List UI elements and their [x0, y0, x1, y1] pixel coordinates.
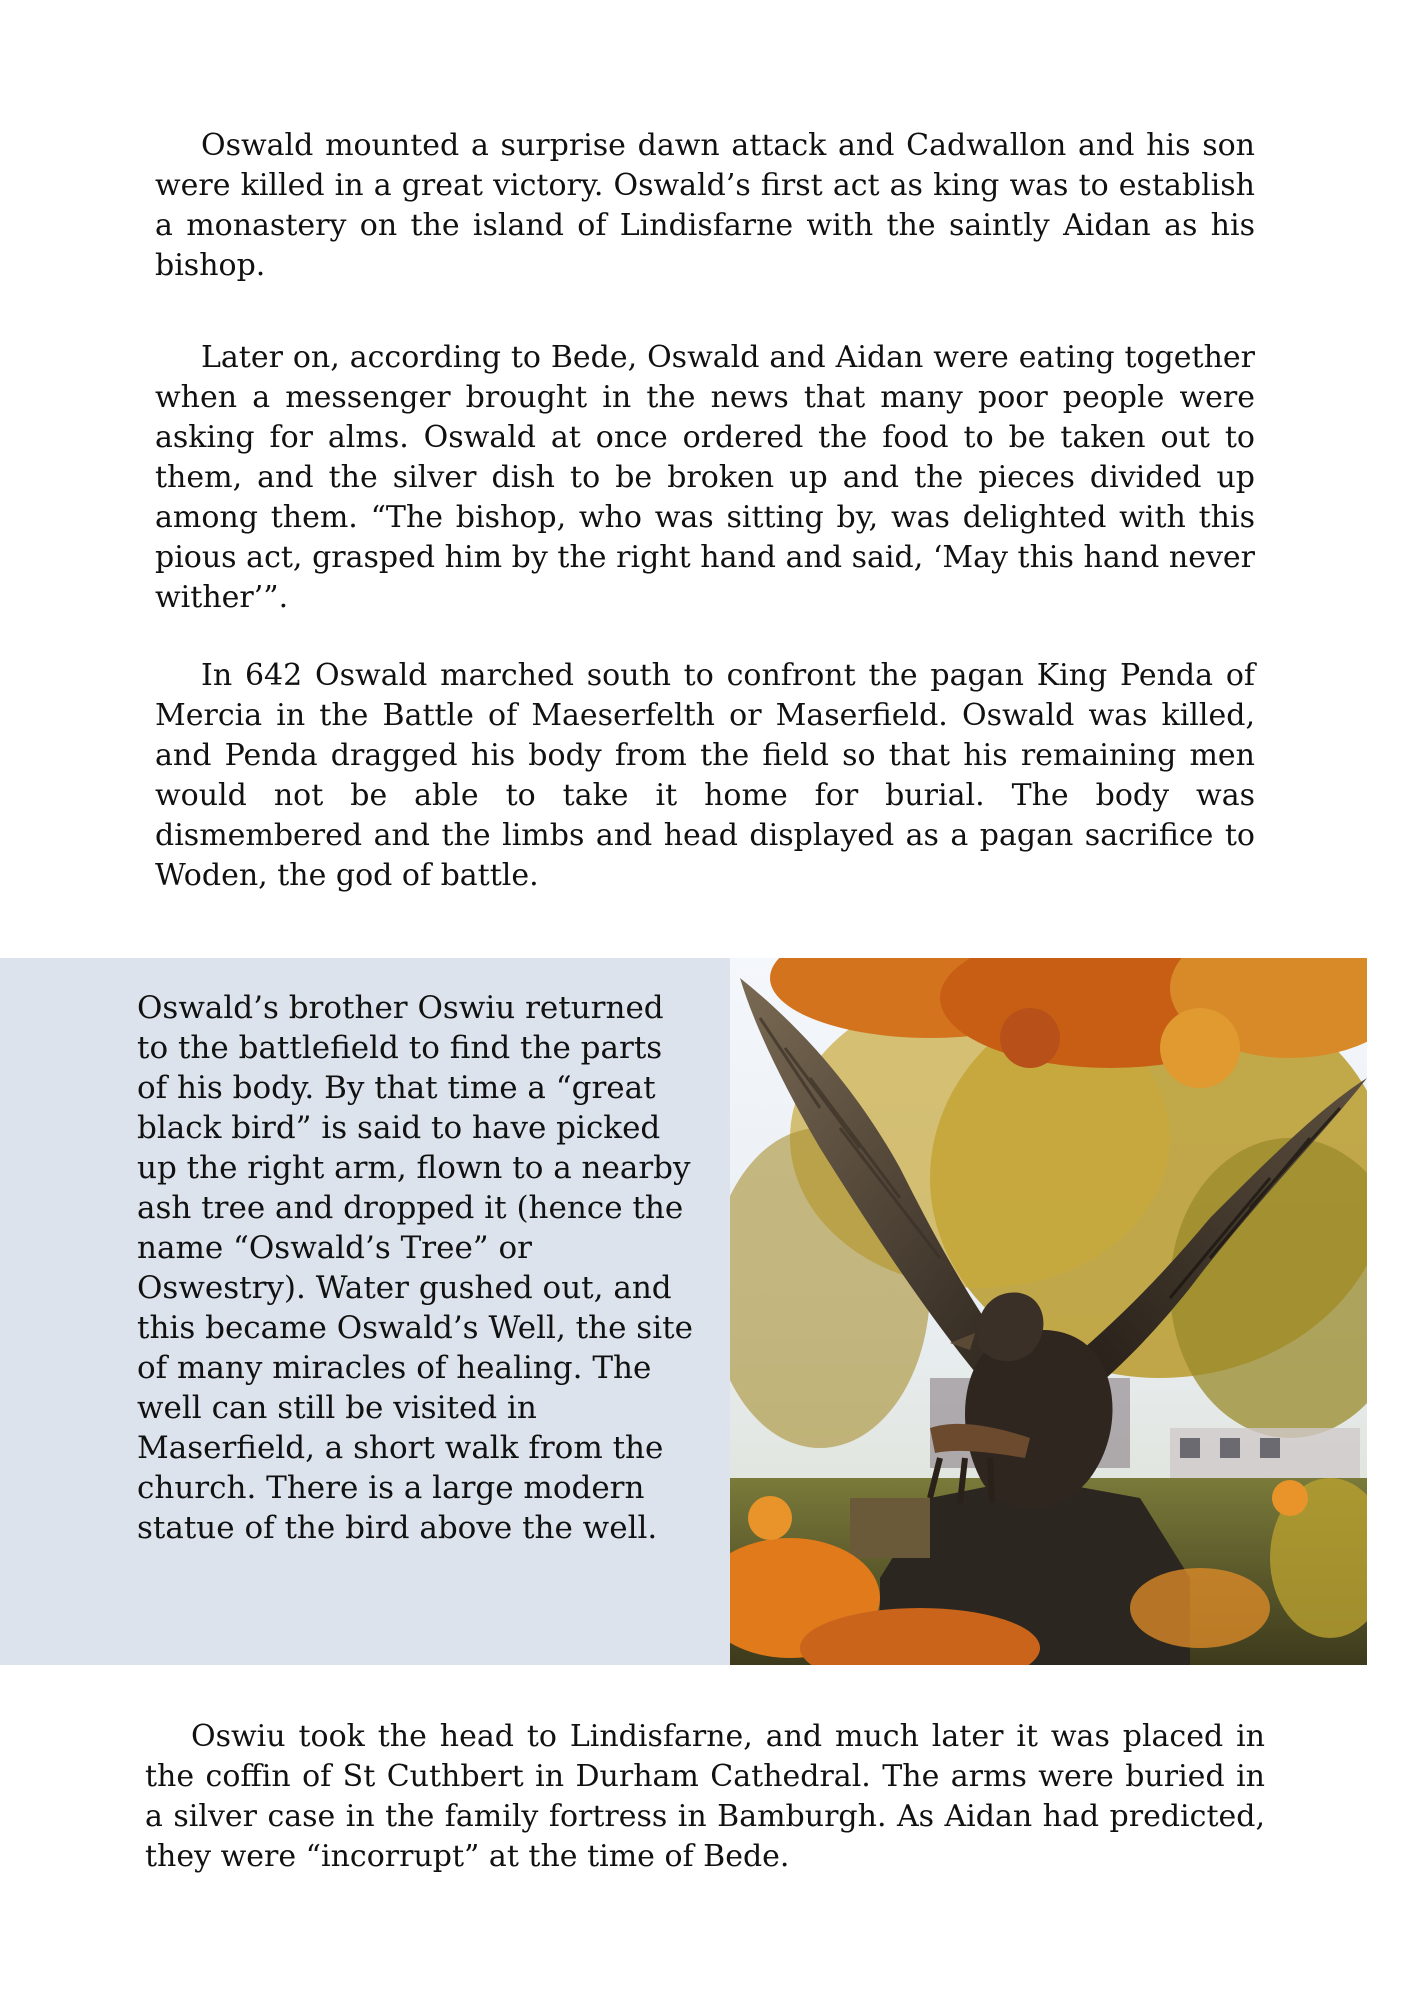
eagle-statue-photo	[730, 958, 1367, 1665]
paragraph-dawn-attack: Oswald mounted a surprise dawn attack and Cadwallon and his son were killed in a great victory. Oswald’s first act as king was to establish a monastery on the island of Lindisfarne with the saintly Aidan as his bishop.	[155, 128, 1255, 283]
feature-text-box	[0, 958, 730, 1665]
feature-section	[0, 958, 1410, 1665]
eagle-statue-illustration	[730, 958, 1367, 1665]
paragraph-battle-maserfield: In 642 Oswald marched south to confront the pagan King Penda of Mercia in the Battle of Maeserfelth or Maserfield. Oswald was killed, and Penda dragged his body from the field so that his remaining men would not be able to take it home for burial. The body was dismembered and the limbs and head displayed as a pagan sacrifice to Woden, the god of battle.	[155, 658, 1255, 893]
paragraph-silver-dish: Later on, according to Bede, Oswald and Aidan were eating together when a messenger brought in the news that many poor people were asking for alms. Oswald at once ordered the food to be taken out to them, and the silver dish to be broken up and the pieces divided up among them. “The bishop, who was sitting by, was delighted with this pious act, grasped him by the right hand and said, ‘May this hand never wither’”.	[155, 340, 1255, 615]
feature-text: Oswald’s brother Oswiu returned to the battlefield to find the parts of his body. By that time a “great black bird” is said to have picked up the right arm, flown to a nearby ash tree and dropped it (hence the name “Oswald’s Tree” or Oswestry). Water gushed out, and this became Oswald’s Well, the site of many miracles of healing. The well can still be visited in Maserfield, a short walk from the church. There is a large modern statue of the bird above the well.	[137, 990, 693, 1546]
paragraph-head-lindisfarne: Oswiu took the head to Lindisfarne, and much later it was placed in the coffin of St Cuthbert in Durham Cathedral. The arms were buried in a silver case in the family fortress in Bamburgh. As Aidan had predicted, they were “incorrupt” at the time of Bede.	[145, 1719, 1265, 1874]
